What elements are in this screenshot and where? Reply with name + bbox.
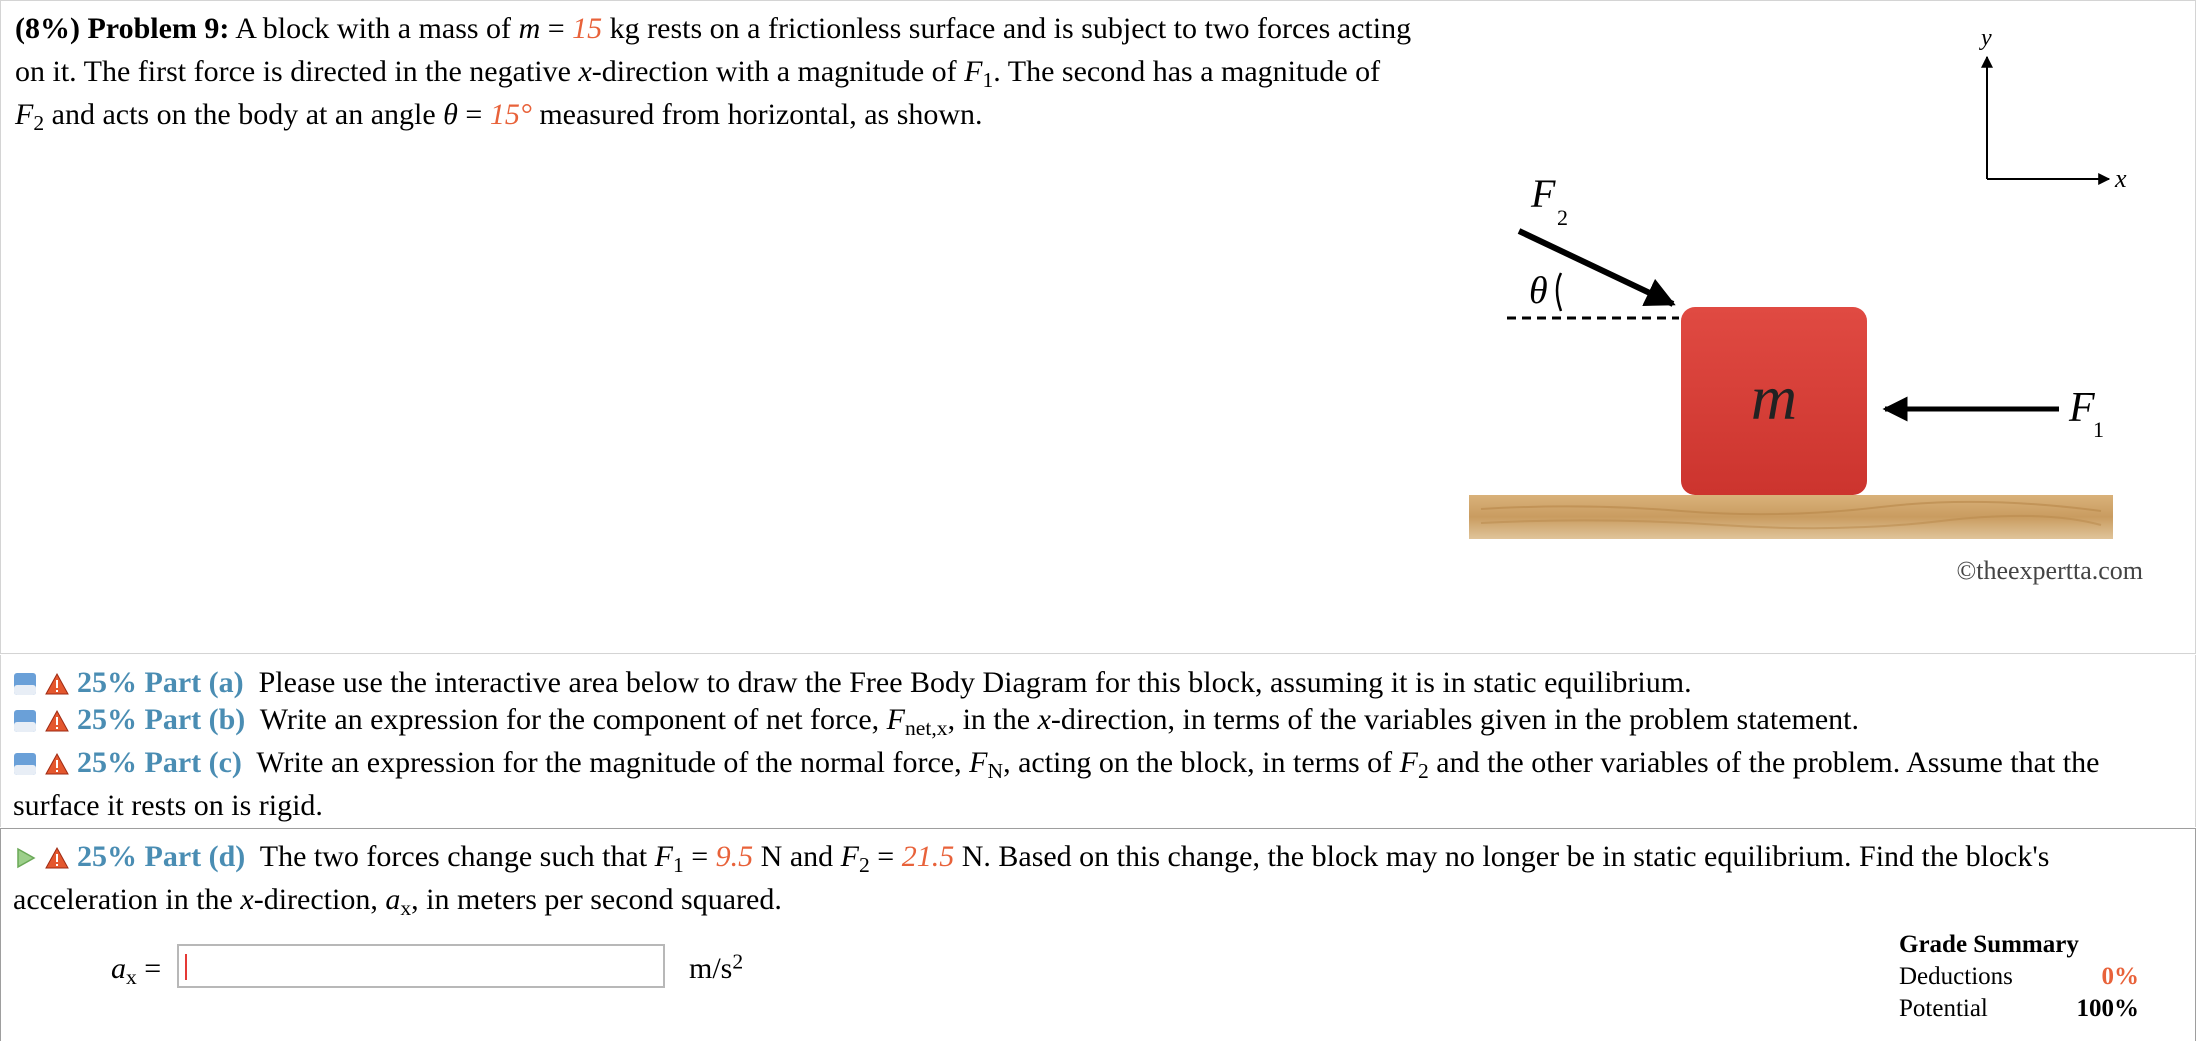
f1-subscript: 1: [2093, 417, 2104, 442]
force-diagram: [1461, 21, 2161, 601]
mass-label: m: [1750, 362, 1798, 433]
deductions-value: 0%: [2101, 963, 2139, 990]
part-a-label[interactable]: 25% Part (a): [77, 666, 244, 699]
f2-subscript: 2: [1557, 205, 1568, 230]
x-axis-label: x: [2115, 164, 2127, 193]
ground-surface: [1469, 495, 2113, 539]
part-c[interactable]: 25% Part (c) Write an expression for the magnitude of the normal force, $F_N$, acting on the block, in terms of $F_2$ and the other variables of the problem. Assume that the surface it rests on is rigid.: [13, 746, 2100, 822]
grade-summary: [1899, 929, 2139, 1025]
warning-icon: [45, 672, 69, 696]
copyright-text: ©theexpertta.com: [1956, 556, 2143, 585]
potential-value: 100%: [2076, 995, 2139, 1022]
answer-unit: $m/s^2$: [689, 949, 744, 985]
part-a-text: Please use the interactive area below to draw the Free Body Diagram for this block, assuming it is in static equilibrium.: [258, 666, 1692, 699]
f1-label: F: [2069, 385, 2095, 431]
part-d-label[interactable]: 25% Part (d): [77, 840, 246, 873]
problem-statement: (8%) Problem 9: A block with a mass of m = 15 kg rests on a frictionless surface and is subject to two forces acting on it. The first force is directed in the negative x-direction with a magnitude of $F_1$. The second has a magnitude of $F_2$ and acts on the body at an angle θ = 15° measured from horizontal, as shown.: [15, 12, 1412, 136]
coordinate-axes: [1979, 25, 2127, 193]
collapsed-icon[interactable]: [13, 752, 37, 776]
part-d-panel: [0, 828, 2196, 1041]
potential-row: Potential 100%: [1899, 993, 2139, 1025]
deductions-row: Deductions 0%: [1899, 961, 2139, 993]
text-cursor: [185, 954, 187, 980]
f1-value: 9.5: [715, 840, 754, 873]
theta-label: θ: [1529, 270, 1548, 312]
play-icon[interactable]: [13, 846, 37, 870]
warning-icon: [45, 709, 69, 733]
answer-label: $a_x$ =: [111, 952, 162, 990]
f2-label: F: [1531, 171, 1556, 216]
warning-icon: [45, 752, 69, 776]
problem-weight: (8%): [15, 12, 80, 45]
parts-list: [0, 655, 2196, 827]
collapsed-icon[interactable]: [13, 672, 37, 696]
part-b[interactable]: 25% Part (b) Write an expression for the component of net force, $F_{net,x}$, in the x-direction, in terms of the variables given in the problem statement.: [13, 698, 2183, 741]
part-c-label[interactable]: 25% Part (c): [77, 746, 242, 779]
f2-value: 21.5: [901, 840, 955, 873]
mass-value: 15: [572, 12, 603, 45]
y-axis-label: y: [1981, 25, 1992, 51]
part-d: 25% Part (d) The two forces change such that $F_1 = 9.5$ N and $F_2 = 21.5$ N. Based on this change, the block may no longer be in static equilibrium. Find the block's acceleration in the x-direction, $a_x$, in meters per second squared.: [13, 840, 2050, 921]
warning-icon: [45, 846, 69, 870]
problem-label: Problem 9:: [87, 12, 230, 45]
acceleration-input[interactable]: [177, 944, 665, 988]
collapsed-icon[interactable]: [13, 709, 37, 733]
angle-arc: [1557, 273, 1561, 311]
part-b-label[interactable]: 25% Part (b): [77, 703, 246, 736]
grade-summary-title: Grade Summary: [1899, 931, 2079, 958]
angle-value: 15°: [489, 98, 532, 131]
